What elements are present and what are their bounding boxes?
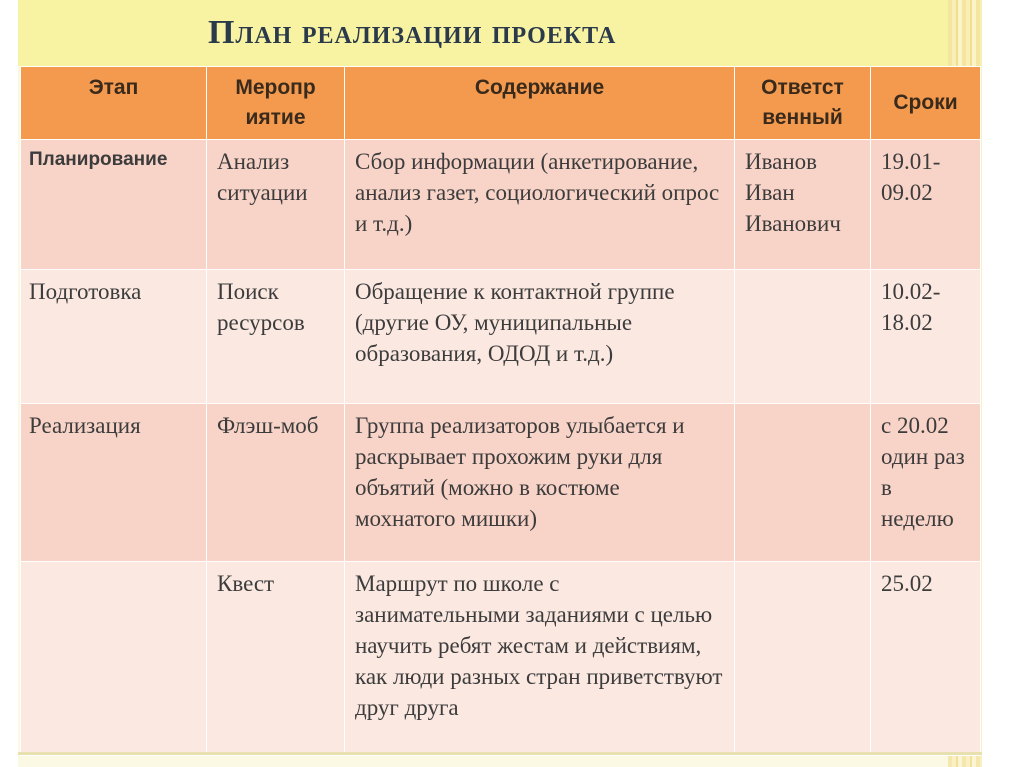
cell-content: Группа реализаторов улыбается и раскрывает прохожим руки для объятий (можно в костюме мохнатого мишки)	[345, 404, 735, 562]
cell-stage: Планирование	[21, 140, 207, 270]
header-stage: Этап	[21, 67, 207, 140]
cell-responsible	[735, 404, 871, 562]
cell-dates: с 20.02 один раз в неделю	[871, 404, 981, 562]
cell-event: Анализ ситуации	[207, 140, 345, 270]
cell-content: Обращение к контактной группе (другие ОУ, муниципальные образования, ОДОД и т.д.)	[345, 270, 735, 404]
cell-content: Сбор информации (анкетирование, анализ газет, социологический опрос и т.д.)	[345, 140, 735, 270]
cell-dates: 25.02	[871, 562, 981, 756]
cell-responsible	[735, 562, 871, 756]
header-event: Меропр иятие	[207, 67, 345, 140]
table-row	[21, 404, 981, 562]
header-dates: Сроки	[871, 67, 981, 140]
table-header-row	[21, 67, 981, 140]
table-row	[21, 140, 981, 270]
cell-dates: 19.01-09.02	[871, 140, 981, 270]
cell-event: Поиск ресурсов	[207, 270, 345, 404]
cell-dates: 10.02-18.02	[871, 270, 981, 404]
header-content: Содержание	[345, 67, 735, 140]
cell-event: Квест	[207, 562, 345, 756]
table-row	[21, 562, 981, 756]
cell-content: Маршрут по школе с занимательными заданиями с целью научить ребят жестам и действиям, как люди разных стран приветствуют друг друга	[345, 562, 735, 756]
cell-responsible	[735, 270, 871, 404]
table-row	[21, 270, 981, 404]
slide-title: План реализации проекта	[208, 14, 617, 51]
bottom-divider	[18, 752, 982, 755]
header-responsible: Ответст венный	[735, 67, 871, 140]
cell-stage: Подготовка	[21, 270, 207, 404]
project-plan-table	[20, 66, 981, 756]
cell-responsible: Иванов Иван Иванович	[735, 140, 871, 270]
cell-stage	[21, 562, 207, 756]
cell-stage: Реализация	[21, 404, 207, 562]
cell-event: Флэш-моб	[207, 404, 345, 562]
slide	[18, 0, 982, 767]
